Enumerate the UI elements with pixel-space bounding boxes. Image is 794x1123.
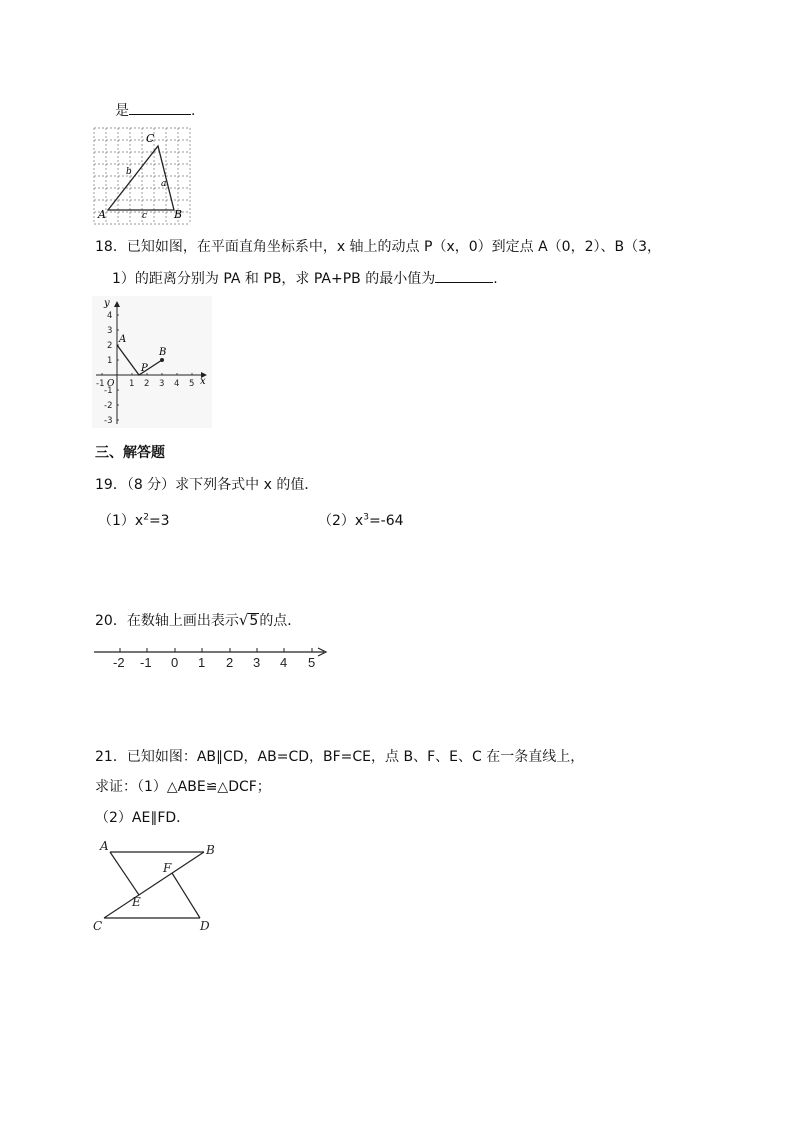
- q17-grid-figure: [94, 128, 190, 224]
- q17-answer-line: [115, 100, 195, 121]
- q21-label-C: C: [93, 919, 103, 933]
- q18-label-B: B: [159, 347, 167, 358]
- q20-tick-2: 2: [226, 655, 234, 670]
- q21-line1: 21．已知如图：AB∥CD，AB=CD，BF=CE，点 B、F、E、C 在一条直线上，: [95, 749, 585, 765]
- q20-prompt-pre: 20．在数轴上画出表示: [95, 613, 239, 629]
- q18-x-axis-label: x: [200, 376, 206, 387]
- q19-part2: [318, 511, 404, 531]
- q20-tick-3: 3: [253, 655, 261, 670]
- q21-line2: 求证：（1）△ABE≌△DCF；: [95, 779, 271, 795]
- q19-part1-post: =3: [148, 513, 170, 529]
- q18-ytick-2: 2: [107, 341, 113, 351]
- q20-tick-1: 1: [198, 655, 206, 670]
- q18-ytick-neg3: -3: [104, 416, 113, 426]
- q18-line1: 18．已知如图，在平面直角坐标系中，x 轴上的动点 P（x，0）到定点 A（0，2）、B（3，: [95, 239, 661, 255]
- q18-origin-label: O: [107, 379, 115, 389]
- q20-number-line: [92, 646, 332, 670]
- q19-part2-pre: （2）x: [318, 513, 364, 529]
- q18-point-B: [160, 358, 164, 362]
- q18-line2: [112, 268, 498, 289]
- q17-tail-text: 是: [115, 103, 129, 119]
- q18-xtick-neg1: -1: [96, 379, 105, 389]
- section3-heading: 三、解答题: [95, 445, 165, 461]
- q21-label-A: A: [100, 839, 109, 853]
- q19-prompt: 19．（8 分）求下列各式中 x 的值．: [95, 477, 319, 493]
- q17-label-a: a: [161, 179, 167, 189]
- q18-ytick-3: 3: [107, 326, 113, 336]
- q17-tail-end: .: [191, 103, 196, 119]
- q18-ytick-neg2: -2: [104, 401, 113, 411]
- q20-sqrt-sign: √: [238, 611, 249, 629]
- q17-label-A: A: [98, 208, 106, 221]
- q21-figure: [92, 838, 222, 934]
- q20-tick-4: 4: [280, 655, 288, 670]
- q20-prompt: [95, 610, 301, 631]
- q20-tick-neg2: -2: [113, 655, 125, 670]
- q19-part1: [98, 511, 170, 531]
- q18-line2-text: 1）的距离分别为 PA 和 PB，求 PA+PB 的最小值为: [112, 271, 436, 287]
- q17-label-C: C: [146, 132, 155, 145]
- q18-xtick-5: 5: [189, 379, 195, 389]
- q20-prompt-post: 的点．: [259, 613, 302, 629]
- q18-ytick-1: 1: [107, 356, 113, 366]
- q21-label-D: D: [200, 919, 210, 933]
- q21-label-B: B: [206, 843, 215, 857]
- q18-xtick-3: 3: [159, 379, 165, 389]
- q21-line3: （2）AE∥FD．: [95, 810, 191, 826]
- q18-xtick-4: 4: [174, 379, 180, 389]
- q18-coordinate-figure: [92, 296, 212, 428]
- q18-line2-end: .: [493, 271, 498, 287]
- q20-tick-5: 5: [308, 655, 316, 670]
- q19-part1-exp: 2: [143, 512, 149, 523]
- q20-radicand: 5: [249, 613, 259, 629]
- q17-label-B: B: [174, 208, 183, 221]
- q20-tick-neg1: -1: [140, 655, 152, 670]
- q17-answer-blank[interactable]: [129, 100, 191, 115]
- q18-ytick-neg1: -1: [104, 386, 113, 396]
- q18-ytick-4: 4: [107, 311, 113, 321]
- q19-part2-post: =-64: [368, 513, 404, 529]
- q17-label-c: c: [142, 211, 148, 221]
- q18-answer-blank[interactable]: [435, 268, 493, 283]
- q21-label-E: E: [132, 895, 141, 909]
- q21-label-F: F: [163, 861, 172, 875]
- q20-tick-0: 0: [171, 655, 179, 670]
- q18-y-axis-label: y: [104, 298, 110, 309]
- q18-xtick-1: 1: [129, 379, 135, 389]
- q18-label-P: P: [141, 363, 148, 374]
- q18-label-A: A: [119, 334, 127, 345]
- q19-part1-pre: （1）x: [98, 513, 144, 529]
- q19-part2-exp: 3: [363, 512, 369, 523]
- q17-label-b: b: [126, 167, 132, 177]
- q18-xtick-2: 2: [144, 379, 150, 389]
